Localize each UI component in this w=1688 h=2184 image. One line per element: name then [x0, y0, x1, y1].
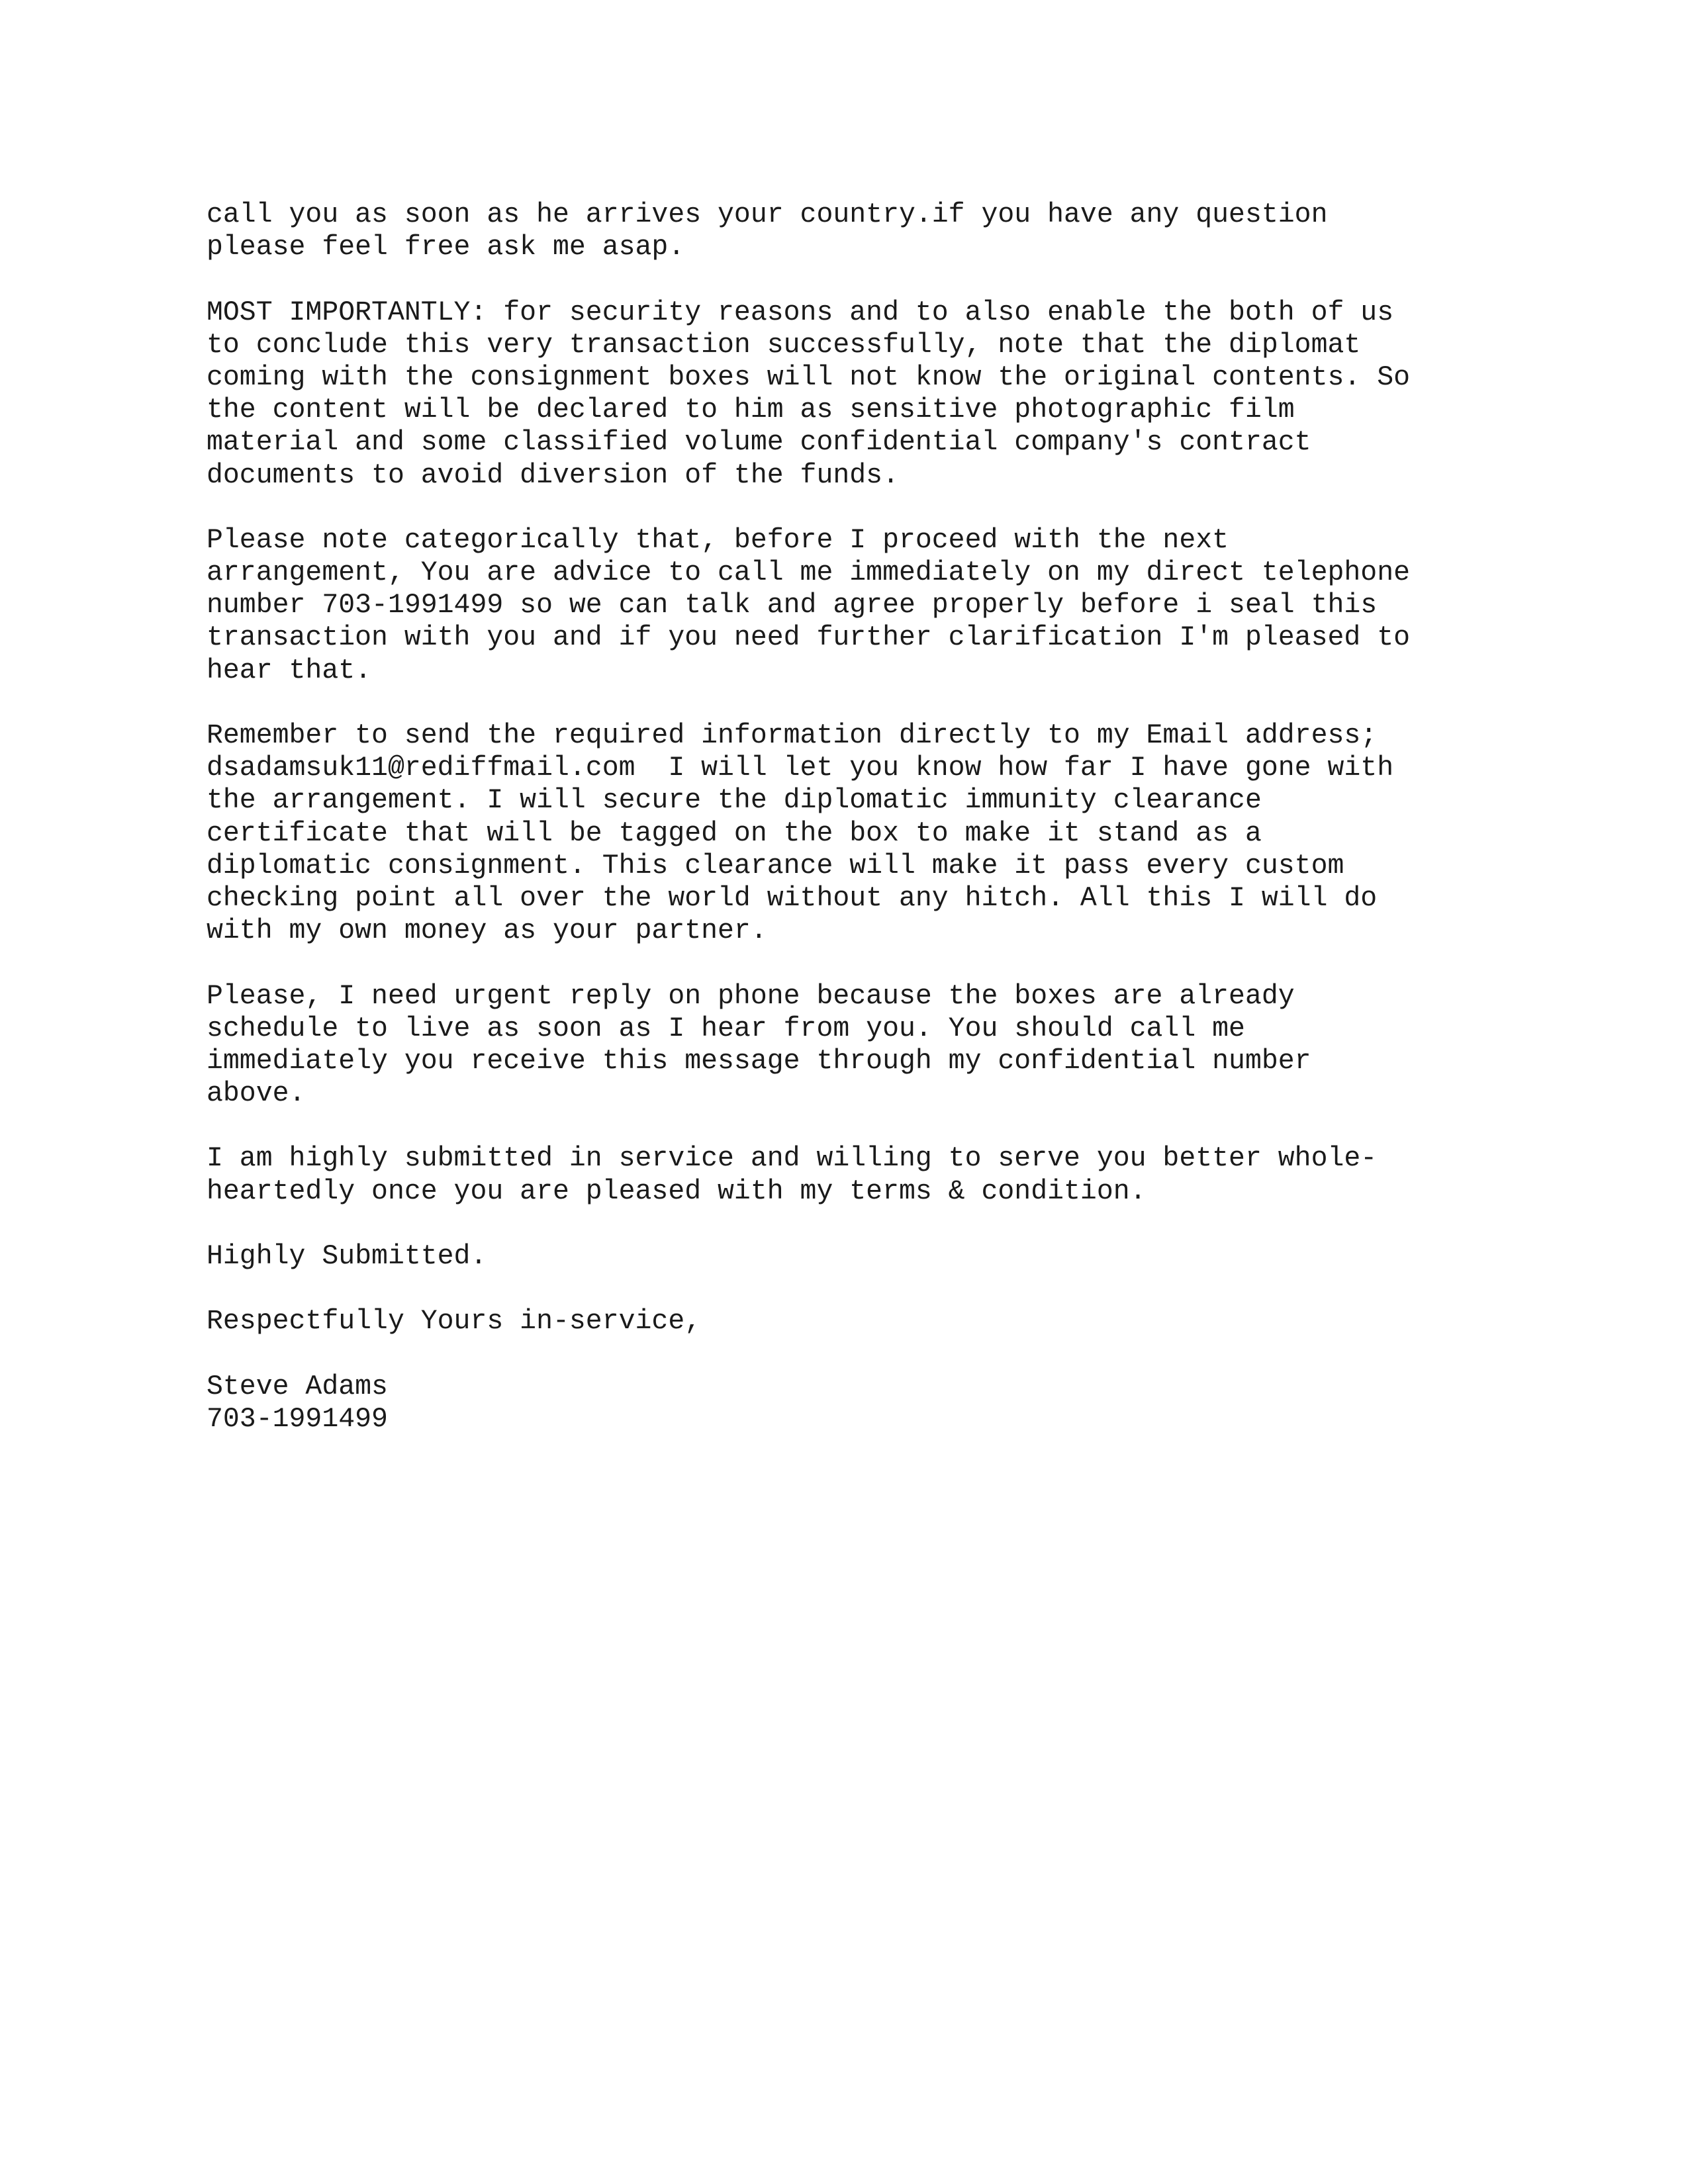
text-line: arrangement, You are advice to call me immediately on my direct telephone: [207, 557, 1410, 589]
text-line: Remember to send the required information directly to my Email address;: [207, 720, 1378, 751]
text-line: material and some classified volume confidential company's contract: [207, 427, 1311, 459]
text-line: call you as soon as he arrives your country.if you have any question: [207, 199, 1328, 230]
text-line: number 703-1991499 so we can talk and agree properly before i seal this: [207, 590, 1378, 621]
text-line: please feel free ask me asap.: [207, 232, 685, 263]
text-line: Please note categorically that, before I proceed with the next: [207, 524, 1229, 556]
paragraph-urgent-reply: [207, 980, 1530, 1111]
text-line: checking point all over the world without any hitch. All this I will do: [207, 882, 1378, 914]
text-line: I am highly submitted in service and willing to serve you better whole-: [207, 1143, 1378, 1175]
letter-body: [207, 199, 1530, 1468]
text-line: diplomatic consignment. This clearance will make it pass every custom: [207, 850, 1344, 882]
closing-line: Respectfully Yours in-service,: [207, 1306, 702, 1338]
closing-respectfully: [207, 1305, 1530, 1338]
text-line: the content will be declared to him as sensitive photographic film: [207, 394, 1295, 426]
paragraph-please-note: [207, 524, 1530, 687]
text-line: to conclude this very transaction successfully, note that the diplomat: [207, 329, 1361, 361]
paragraph-submitted: [207, 1142, 1530, 1207]
signature-block: [207, 1371, 1530, 1435]
text-line: schedule to live as soon as I hear from you. You should call me: [207, 1013, 1245, 1044]
closing-highly-submitted: [207, 1240, 1530, 1273]
text-line: Please, I need urgent reply on phone because the boxes are already: [207, 980, 1295, 1012]
signature-phone: 703-1991499: [207, 1403, 388, 1435]
text-line: with my own money as your partner.: [207, 915, 767, 947]
closing-line: Highly Submitted.: [207, 1241, 487, 1272]
text-line: documents to avoid diversion of the funds.: [207, 459, 899, 491]
text-line: immediately you receive this message through my confidential number: [207, 1045, 1311, 1077]
text-line: hear that.: [207, 655, 372, 686]
text-line: dsadamsuk11@rediffmail.com I will let you know how far I have gone with: [207, 752, 1394, 784]
text-line: certificate that will be tagged on the box to make it stand as a: [207, 817, 1262, 849]
paragraph-remember: [207, 719, 1530, 947]
text-line: above.: [207, 1078, 306, 1110]
text-line: transaction with you and if you need further clarification I'm pleased to: [207, 622, 1410, 654]
text-line: the arrangement. I will secure the diplomatic immunity clearance: [207, 785, 1262, 817]
text-line: MOST IMPORTANTLY: for security reasons and to also enable the both of us: [207, 296, 1394, 328]
text-line: coming with the consignment boxes will not know the original contents. So: [207, 361, 1410, 393]
signature-name: Steve Adams: [207, 1371, 388, 1402]
paragraph-most-importantly: [207, 296, 1530, 492]
text-line: heartedly once you are pleased with my terms & condition.: [207, 1175, 1147, 1207]
paragraph-intro: [207, 199, 1530, 263]
